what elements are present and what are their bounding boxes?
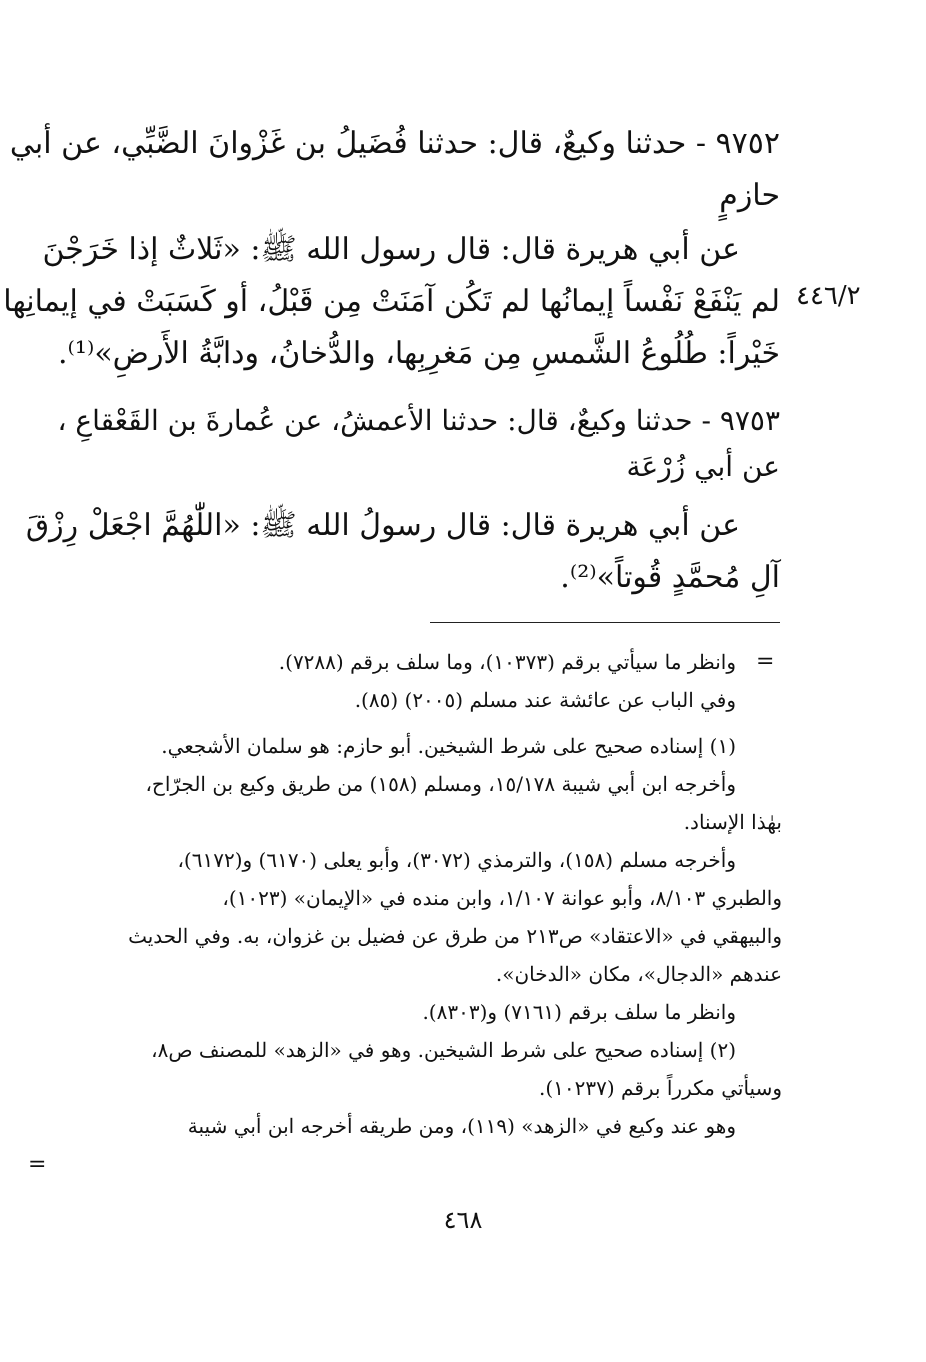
continuation-mark: = (756, 649, 775, 674)
continuation-mark: = (28, 1152, 47, 1177)
matn-line: خَيْراً: طُلُوعُ الشَّمسِ مِن مَغرِبِها، والدُّخانُ، ودابَّةُ الأَرضِ»⁽¹⁾. (58, 336, 780, 371)
matn-line: لم يَنْفَعْ نَفْساً إيمانُها لم تَكُن آمَنَتْ مِن قَبْلُ، أو كَسَبَتْ في إيمانِها (3, 284, 780, 319)
matn-line: آلِ مُحمَّدٍ قُوتاً»⁽²⁾. (560, 560, 780, 595)
footnote-line: وانظر ما سيأتي برقم (١٠٣٧٣)، وما سلف برقم (٧٢٨٨). (278, 650, 736, 674)
footnote-line: وهو عند وكيع في «الزهد» (١١٩)، ومن طريقه أخرجه ابن أبي شيبة (187, 1114, 736, 1138)
matn-line: عن أبي هريرة قال: قال رسولُ الله ﷺ: «اللّٰهُمَّ اجْعَلْ رِزْقَ (25, 508, 740, 543)
footnote-line: وأخرجه مسلم (١٥٨)، والترمذي (٣٠٧٢)، وأبو يعلى (٦١٧٠) و(٦١٧٢)، (177, 848, 736, 872)
isnad-line: ٩٧٥٣ - حدثنا وكيعٌ، قال: حدثنا الأعمشُ، عن عُمارةَ بن القَعْقاعِ ، (57, 404, 780, 437)
isnad-line: عن أبي زُرْعَة (626, 450, 780, 483)
footnote-line: (١) إسناده صحيح على شرط الشيخين. أبو حازم: هو سلمان الأشجعي. (161, 734, 736, 758)
isnad-line: ٩٧٥٢ - حدثنا وكيعٌ، قال: حدثنا فُضَيلُ بن غَزْوانَ الضَّبِّي، عن أبي (9, 126, 780, 161)
footnote-line: والطبري ٨/١٠٣، وأبو عوانة ١/١٠٧، وابن منده في «الإيمان» (١٠٢٣)، (222, 886, 782, 910)
page-number: ٤٦٨ (443, 1206, 483, 1234)
footnote-line: وأخرجه ابن أبي شيبة ١٥/١٧٨، ومسلم (١٥٨) من طريق وكيع بن الجرّاح، (145, 772, 736, 796)
matn-line: عن أبي هريرة قال: قال رسول الله ﷺ: «ثَلاثٌ إذا خَرَجْنَ (42, 232, 740, 267)
footnote-1 (80, 727, 782, 1031)
footnote-continuation (80, 643, 782, 719)
footnote-line: عندهم «الدجال»، مكان «الدخان». (495, 962, 782, 986)
footnote-2 (80, 1031, 782, 1145)
footnote-line: (٢) إسناده صحيح على شرط الشيخين. وهو في «الزهد» للمصنف ص٨، (151, 1038, 736, 1062)
footnote-separator (430, 622, 780, 623)
footnote-line: وفي الباب عن عائشة عند مسلم (٢٠٠٥) (٨٥). (354, 688, 736, 712)
footnote-line: وسيأتي مكرراً برقم (١٠٢٣٧). (538, 1076, 782, 1100)
footnote-line: والبيهقي في «الاعتقاد» ص٢١٣ من طرق عن فضيل بن غزوان، به. وفي الحديث (128, 924, 782, 948)
hadith-9753-isnad (57, 398, 780, 490)
margin-volume-page-ref: ٤٤٦/٢ (796, 281, 861, 311)
hadith-9752-matn (3, 224, 780, 380)
hadith-9753-matn (25, 500, 780, 604)
footnote-line: وانظر ما سلف برقم (٧١٦١) و(٨٣٠٣). (422, 1000, 736, 1024)
isnad-line: حازمٍ (719, 178, 780, 213)
hadith-9752-isnad (9, 118, 780, 222)
footnote-line: بهٰذا الإسناد. (683, 810, 782, 834)
